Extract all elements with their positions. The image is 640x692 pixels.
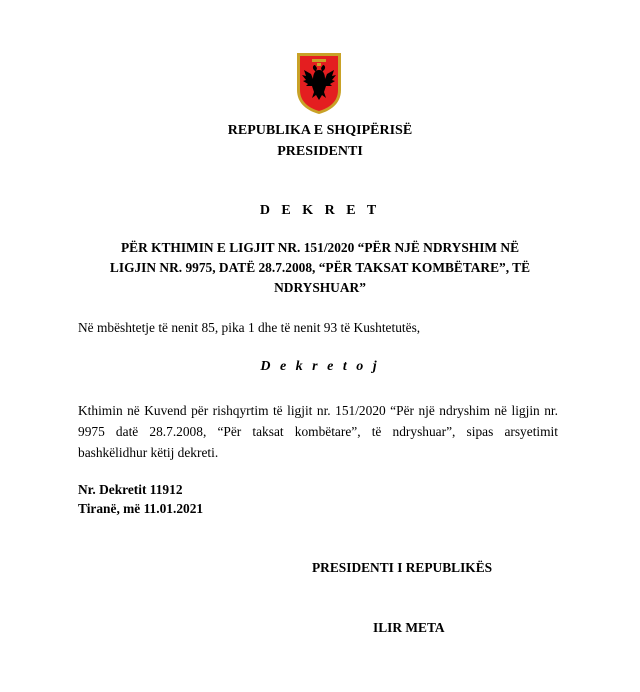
preamble-text: Në mbështetje të nenit 85, pika 1 dhe të nenit 93 të Kushtetutës, [78,320,421,335]
decree-heading: D E K R E T [259,203,381,218]
place-date: Tiranë, më 11.01.2021 [78,501,204,516]
republic-heading: REPUBLIKA E SHQIPËRISË [227,123,413,138]
decree-title-line: PËR KTHIMIN E LIGJIT NR. 151/2020 “PËR NJË NDRYSHIM NË [120,240,520,255]
decree-number: Nr. Dekretit 11912 [78,482,183,497]
decree-title-line: NDRYSHUAR” [274,280,366,295]
albanian-coat-of-arms-icon [294,50,344,116]
operative-heading: D e k r e t o j [260,359,380,374]
signatory-title: PRESIDENTI I REPUBLIKËS [312,560,493,575]
decree-title-line: LIGJIN NR. 9975, DATË 28.7.2008, “PËR TAKSAT KOMBËTARE”, TË [109,260,531,275]
office-heading: PRESIDENTI [277,144,363,159]
decree-body: Kthimin në Kuvend për rishqyrtim të ligjit nr. 151/2020 “Për një ndryshim në ligjin nr. 9975 datë 28.7.2008, “Për taksat kombëtare”, të ndryshuar”, sipas arsyetimit bashkëlidhur këtij dekreti. [78,403,558,460]
signatory-name: ILIR META [373,620,445,635]
decree-title [80,238,560,298]
